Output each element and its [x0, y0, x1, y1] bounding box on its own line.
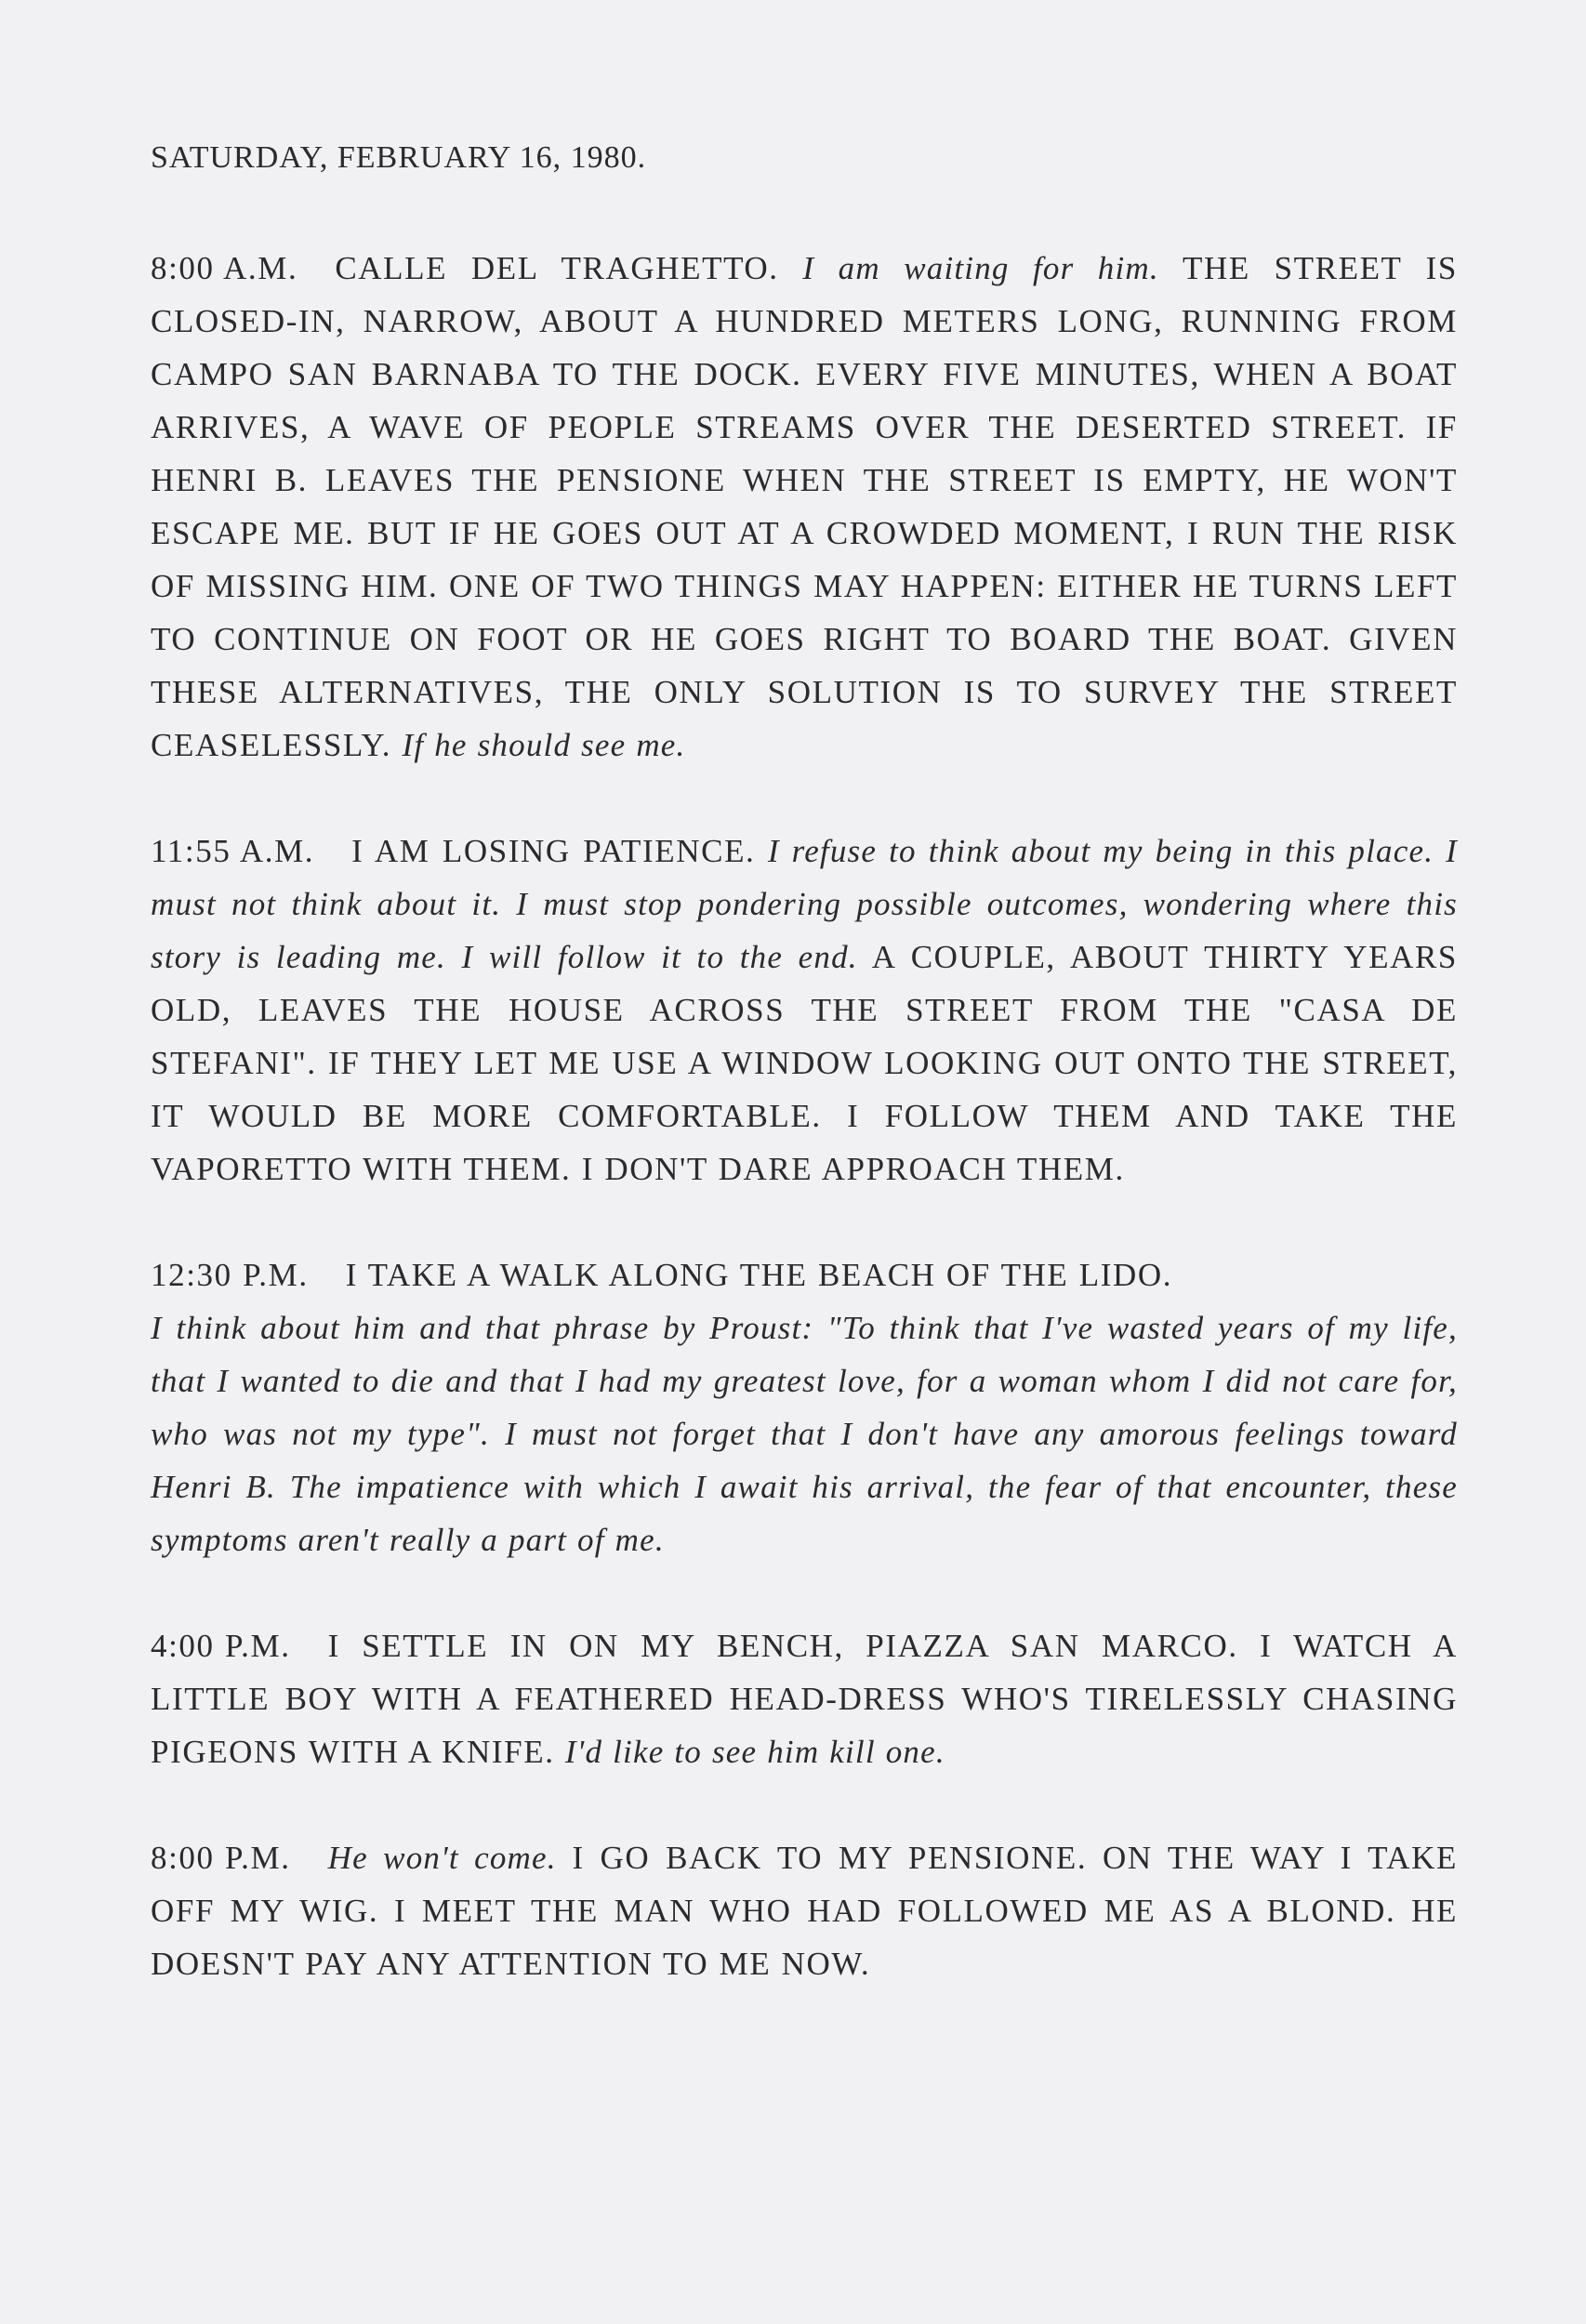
diary-entry [151, 1619, 1458, 1778]
date-heading: SATURDAY, FEBRUARY 16, 1980. [151, 140, 647, 175]
entry-italic-text: He won't come. [327, 1840, 557, 1876]
diary-entries [151, 242, 1458, 1990]
entry-time: 4:00 P.M. [151, 1628, 291, 1664]
entry-text: THE STREET IS CLOSED-IN, NARROW, ABOUT A HUNDRED METERS LONG, RUNNING FROM CAMPO SAN BARNABA TO THE DOCK. EVERY FIVE MINUTES, WHEN A BOAT ARRIVES, A WAVE OF PEOPLE STREAMS OVER THE DESERTED STREET. IF HENRI B. LEAVES THE PENSIONE WHEN THE STREET IS EMPTY, HE WON'T ESCAPE ME. BUT IF HE GOES OUT AT A CROWDED MOMENT, I RUN THE RISK OF MISSING HIM. ONE OF TWO THINGS MAY HAPPEN: EITHER HE TURNS LEFT TO CONTINUE ON FOOT OR HE GOES RIGHT TO BOARD THE BOAT. GIVEN THESE ALTERNATIVES, THE ONLY SOLUTION IS TO SURVEY THE STREET CEASELESSLY. [151, 250, 1458, 763]
diary-entry [151, 825, 1458, 1195]
entry-text: I SETTLE IN ON MY BENCH, PIAZZA SAN MARCO. I WATCH A LITTLE BOY WITH A FEATHERED HEAD-DRESS WHO'S TIRELESSLY CHASING PIGEONS WITH A KNIFE. [151, 1628, 1458, 1770]
document-page [151, 138, 1458, 2043]
entry-text: I AM LOSING PATIENCE. [351, 833, 768, 869]
entry-time: 8:00 P.M. [151, 1840, 291, 1876]
entry-text: I TAKE A WALK ALONG THE BEACH OF THE LIDO. [345, 1257, 1173, 1293]
entry-italic-text: I refuse to think about my being in this place. I must not think about it. I must stop pondering possible outcomes, wondering where this story is leading me. I will follow it to the end. [151, 833, 1458, 975]
entry-text: A COUPLE, ABOUT THIRTY YEARS OLD, LEAVES THE HOUSE ACROSS THE STREET FROM THE "CASA DE STEFANI". IF THEY LET ME USE A WINDOW LOOKING OUT ONTO THE STREET, IT WOULD BE MORE COMFORTABLE. I FOLLOW THEM AND TAKE THE VAPORETTO WITH THEM. I DON'T DARE APPROACH THEM. [151, 939, 1458, 1187]
entry-italic-text: I am waiting for him. [802, 250, 1159, 286]
entry-time: 11:55 A.M. [151, 833, 315, 869]
diary-entry [151, 1248, 1458, 1566]
entry-text: CALLE DEL TRAGHETTO. [335, 250, 803, 286]
entry-text: I GO BACK TO MY PENSIONE. ON THE WAY I TAKE OFF MY WIG. I MEET THE MAN WHO HAD FOLLOWED ME AS A BLOND. HE DOESN'T PAY ANY ATTENTION TO ME NOW. [151, 1840, 1458, 1982]
entry-italic-text: I'd like to see him kill one. [564, 1734, 945, 1770]
entry-time: 8:00 A.M. [151, 250, 298, 286]
diary-entry [151, 1831, 1458, 1990]
entry-italic-text: If he should see me. [402, 727, 686, 763]
diary-entry [151, 242, 1458, 772]
entry-time: 12:30 P.M. [151, 1257, 309, 1293]
entry-italic-text: I think about him and that phrase by Proust: "To think that I've wasted years of my life, that I wanted to die and that I had my greatest love, for a woman whom I did not care for, who was not my type". I must not forget that I don't have any amorous feelings toward Henri B. The impatience with which I await his arrival, the fear of that encounter, these symptoms aren't really a part of me. [151, 1310, 1458, 1558]
